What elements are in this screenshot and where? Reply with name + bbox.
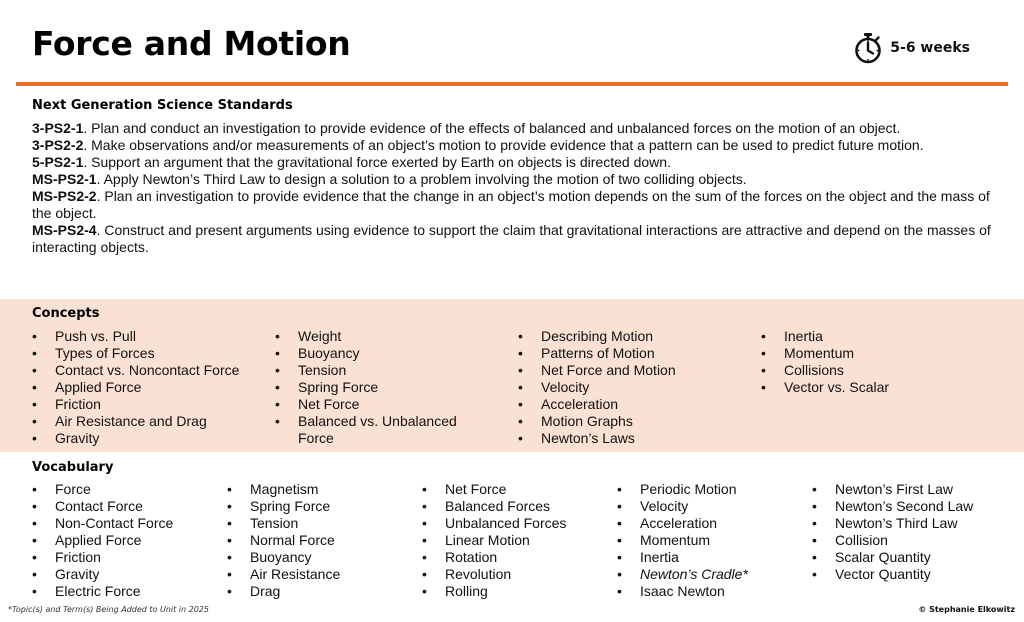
concept-item: • Acceleration [518, 396, 761, 413]
concept-item: • Types of Forces [32, 345, 275, 362]
vocabulary-column [227, 481, 422, 600]
page-title: Force and Motion [32, 24, 351, 63]
standard-text: . Plan an investigation to provide evidence that the change in an object’s motion depends on the sum of the forces on the object and the mass of the object. [32, 188, 990, 221]
header-divider [16, 82, 1008, 86]
standards-section [32, 98, 1002, 256]
concept-item: • Patterns of Motion [518, 345, 761, 362]
vocabulary-item: • Isaac Newton [617, 583, 812, 600]
vocabulary-item: • Electric Force [32, 583, 227, 600]
concept-item: • Velocity [518, 379, 761, 396]
vocabulary-item: • Rotation [422, 549, 617, 566]
vocabulary-column [422, 481, 617, 600]
concept-item: • Spring Force [275, 379, 518, 396]
vocabulary-column [617, 481, 812, 600]
vocabulary-item: • Inertia [617, 549, 812, 566]
vocabulary-item: • Periodic Motion [617, 481, 812, 498]
concept-item: • Collisions [761, 362, 1004, 379]
concept-item: • Buoyancy [275, 345, 518, 362]
vocabulary-item: • Force [32, 481, 227, 498]
vocabulary-item: • Newton’s Cradle* [617, 566, 812, 583]
vocabulary-item: • Collision [812, 532, 1007, 549]
vocabulary-item: • Scalar Quantity [812, 549, 1007, 566]
standard-item [32, 137, 1002, 154]
standard-text: . Plan and conduct an investigation to provide evidence of the effects of balanced and unbalanced forces on the motion of an object. [83, 120, 901, 136]
concept-item: • Net Force and Motion [518, 362, 761, 379]
concept-item: • Motion Graphs [518, 413, 761, 430]
vocabulary-item: • Non-Contact Force [32, 515, 227, 532]
vocabulary-item: • Linear Motion [422, 532, 617, 549]
standard-text: . Construct and present arguments using evidence to support the claim that gravitational interactions are attractive and depend on the masses of interacting objects. [32, 222, 991, 255]
concept-column [32, 328, 275, 447]
vocabulary-item: • Drag [227, 583, 422, 600]
vocabulary-list [32, 481, 1007, 600]
vocabulary-heading: Vocabulary [32, 460, 114, 475]
concept-item: • Vector vs. Scalar [761, 379, 1004, 396]
standard-code: MS-PS2-4 [32, 222, 97, 238]
concepts-list [32, 328, 1004, 447]
concept-item: • Describing Motion [518, 328, 761, 345]
standards-list [32, 120, 1002, 256]
vocabulary-item: • Tension [227, 515, 422, 532]
vocabulary-item: • Velocity [617, 498, 812, 515]
concept-item: • Momentum [761, 345, 1004, 362]
vocabulary-item: • Friction [32, 549, 227, 566]
vocabulary-item: • Air Resistance [227, 566, 422, 583]
standard-code: 5-PS2-1 [32, 154, 84, 170]
standard-code: 3-PS2-1 [32, 120, 84, 136]
standard-text: . Support an argument that the gravitational force exerted by Earth on objects is directed down. [83, 154, 671, 170]
concept-column [518, 328, 761, 447]
standard-code: MS-PS2-2 [32, 188, 97, 204]
concept-item: • Inertia [761, 328, 1004, 345]
concept-item: • Gravity [32, 430, 275, 447]
concept-item: • Friction [32, 396, 275, 413]
standards-heading: Next Generation Science Standards [32, 98, 293, 113]
vocabulary-item: • Momentum [617, 532, 812, 549]
vocabulary-item: • Normal Force [227, 532, 422, 549]
concept-column [275, 328, 518, 447]
standard-item [32, 171, 1002, 188]
vocabulary-item: • Newton’s First Law [812, 481, 1007, 498]
concept-item: • Tension [275, 362, 518, 379]
vocabulary-item: • Spring Force [227, 498, 422, 515]
vocabulary-item: • Revolution [422, 566, 617, 583]
concept-item: • Push vs. Pull [32, 328, 275, 345]
standard-code: 3-PS2-2 [32, 137, 84, 153]
concepts-heading: Concepts [32, 306, 100, 321]
stopwatch-icon [854, 32, 882, 64]
concept-item: • Applied Force [32, 379, 275, 396]
concept-item: • Air Resistance and Drag [32, 413, 275, 430]
vocabulary-column [32, 481, 227, 600]
standard-item [32, 222, 1002, 256]
vocabulary-item: • Rolling [422, 583, 617, 600]
vocabulary-item: • Acceleration [617, 515, 812, 532]
concept-column [761, 328, 1004, 447]
vocabulary-item: • Magnetism [227, 481, 422, 498]
vocabulary-item: • Newton’s Third Law [812, 515, 1007, 532]
vocabulary-item: • Buoyancy [227, 549, 422, 566]
standard-item [32, 188, 1002, 222]
concept-item: • Net Force [275, 396, 518, 413]
standard-text: . Make observations and/or measurements of an object’s motion to provide evidence that a pattern can be used to predict future motion. [83, 137, 924, 153]
footnote: *Topic(s) and Term(s) Being Added to Unit in 2025 [8, 605, 209, 614]
standard-text: . Apply Newton’s Third Law to design a solution to a problem involving the motion of two colliding objects. [96, 171, 747, 187]
concept-item: • Newton’s Laws [518, 430, 761, 447]
vocabulary-item: • Contact Force [32, 498, 227, 515]
standard-code: MS-PS2-1 [32, 171, 97, 187]
standard-item [32, 120, 1002, 137]
standard-item [32, 154, 1002, 171]
concept-item: • Weight [275, 328, 518, 345]
concept-item: • Contact vs. Noncontact Force [32, 362, 275, 379]
copyright: © Stephanie Elkowitz [918, 605, 1015, 614]
vocabulary-item: • Net Force [422, 481, 617, 498]
duration-badge [854, 32, 970, 64]
duration-text: 5-6 weeks [890, 40, 970, 56]
concept-item: • Balanced vs. Unbalanced Force [275, 413, 485, 447]
vocabulary-column [812, 481, 1007, 600]
vocabulary-item: • Balanced Forces [422, 498, 617, 515]
vocabulary-item: • Gravity [32, 566, 227, 583]
vocabulary-item: • Unbalanced Forces [422, 515, 617, 532]
vocabulary-item: • Newton’s Second Law [812, 498, 1007, 515]
vocabulary-item: • Applied Force [32, 532, 227, 549]
vocabulary-item: • Vector Quantity [812, 566, 1007, 583]
